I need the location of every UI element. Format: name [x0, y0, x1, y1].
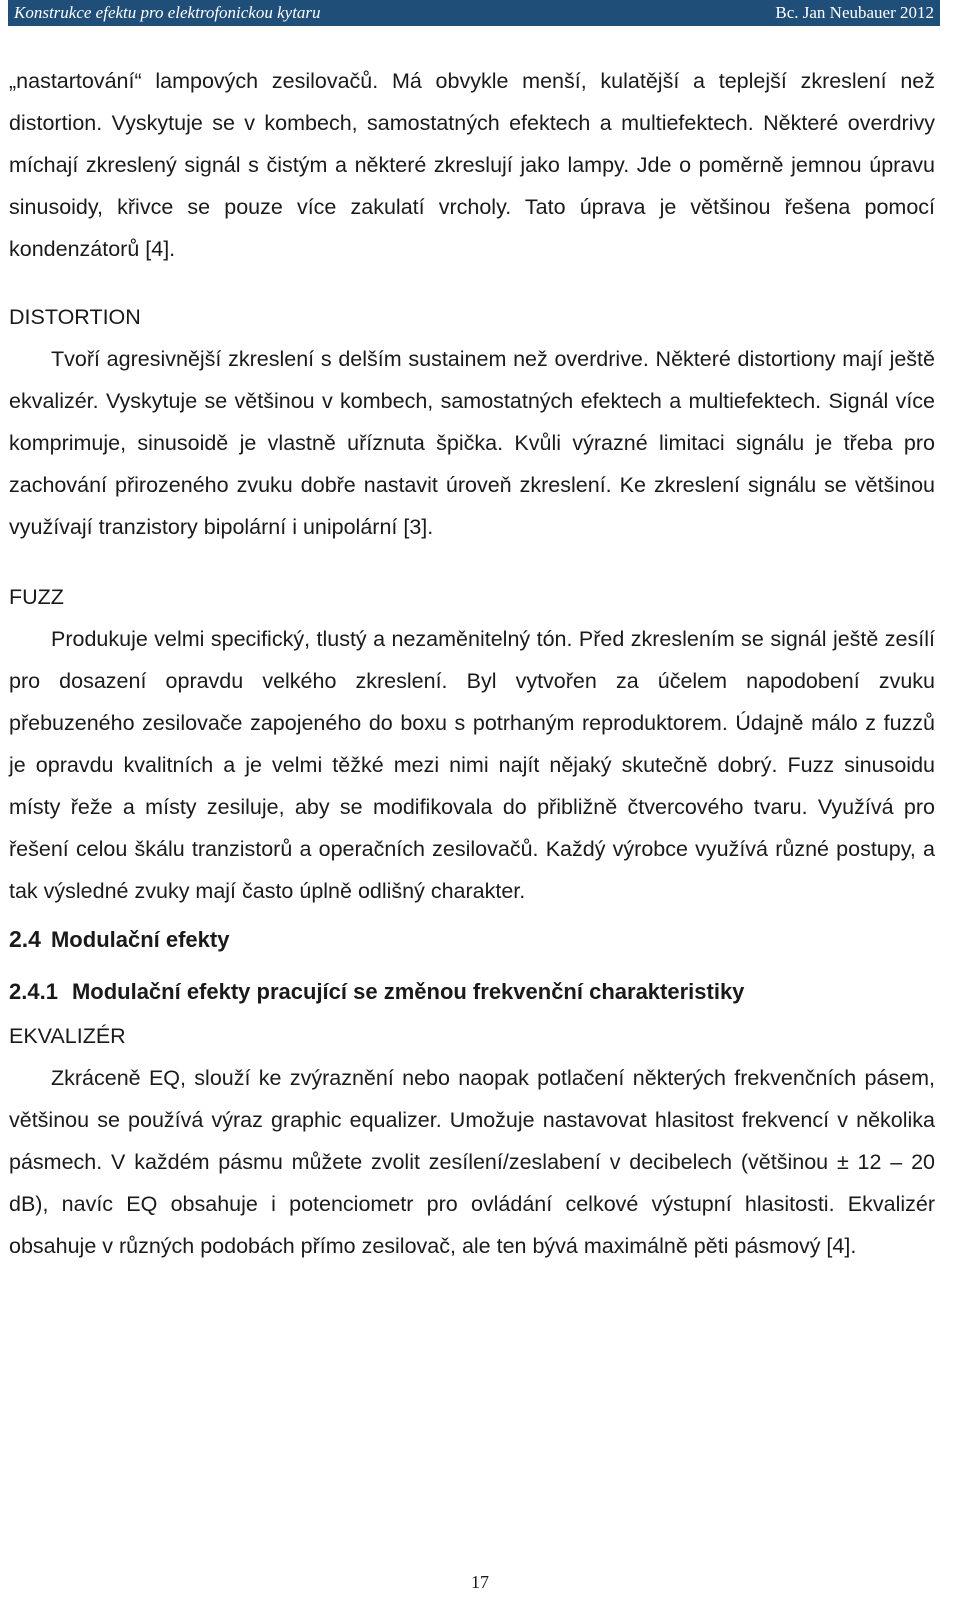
distortion-heading: DISTORTION — [9, 305, 141, 329]
section-2-4-1-title: Modulační efekty pracující se změnou frekvenční charakteristiky — [71, 979, 745, 1004]
section-2-4-heading — [9, 922, 935, 957]
header-title: Konstrukce efektu pro elektrofonickou kytaru — [14, 3, 321, 22]
section-2-4-number: 2.4 — [9, 926, 41, 952]
section-2-4-1-number: 2.4.1 — [9, 979, 58, 1004]
equalizer-paragraph: Zkráceně EQ, slouží ke zvýraznění nebo naopak potlačení některých frekvenčních pásem, většinou se používá výraz graphic equalizer. Umožuje nastavovat hlasitost frekvencí v několika pásmech. V každém pásmu můžete zvolit zesílení/zeslabení v decibelech (většinou ± 12 – 20 dB), navíc EQ obsahuje i potenciometr pro ovládání celkové výstupní hlasitosti. Ekvalizér obsahuje v různých podobách přímo zesilovač, ale ten bývá maximálně pěti pásmový [4]. — [9, 1066, 935, 1258]
running-header — [8, 0, 940, 26]
distortion-paragraph: Tvoří agresivnější zkreslení s delším sustainem než overdrive. Některé distortiony mají ještě ekvalizér. Vyskytuje se většinou v kombech, samostatných efektech a multiefektech. Signál více komprimuje, sinusoidě je vlastně uříznuta špička. Kvůli výrazné limitaci signálu je třeba pro zachování přirozeného zvuku dobře nastavit úroveň zkreslení. Ke zkreslení signálu se většinou využívají tranzistory bipolární i unipolární [3]. — [9, 347, 935, 539]
fuzz-paragraph: Produkuje velmi specifický, tlustý a nezaměnitelný tón. Před zkreslením se signál ještě zesílí pro dosazení opravdu velkého zkreslení. Byl vytvořen za účelem napodobení zvuku přebuzeného zesilovače zapojeného do boxu s potrhaným reproduktorem. Údajně málo z fuzzů je opravdu kvalitních a je velmi těžké mezi nimi najít nějaký skutečně dobrý. Fuzz sinusoidu místy řeže a místy zesiluje, aby se modifikovala do přibližně čtvercového tvaru. Využívá pro řešení celou škálu tranzistorů a operačních zesilovačů. Každý výrobce využívá různé postupy, a tak výsledné zvuky mají často úplně odlišný charakter. — [9, 627, 935, 903]
body-text — [9, 60, 935, 1267]
page-number: 17 — [471, 1572, 489, 1592]
overdrive-paragraph: „nastartování“ lampových zesilovačů. Má obvykle menší, kulatější a teplejší zkreslení než distortion. Vyskytuje se v kombech, samostatných efektech a multiefektech. Některé overdrivy míchají zkreslený signál s čistým a některé zkreslují jako lampy. Jde o poměrně jemnou úpravu sinusoidy, křivce se pouze více zakulatí vrcholy. Tato úprava je většinou řešena pomocí kondenzátorů [4]. — [9, 69, 935, 261]
section-2-4-title: Modulační efekty — [50, 927, 230, 952]
fuzz-heading: FUZZ — [9, 585, 64, 609]
equalizer-heading: EKVALIZÉR — [9, 1024, 126, 1048]
section-2-4-1-heading — [9, 975, 935, 1009]
header-author: Bc. Jan Neubauer 2012 — [775, 3, 934, 22]
